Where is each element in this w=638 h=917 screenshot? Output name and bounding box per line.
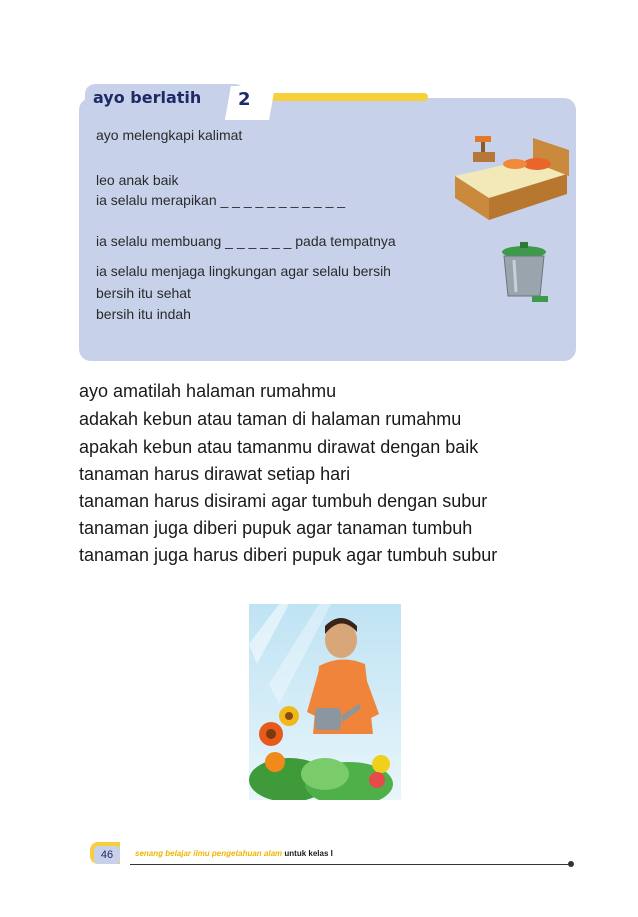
body-line: apakah kebun atau tamanmu dirawat dengan baik bbox=[79, 437, 479, 457]
leaf-cluster bbox=[301, 758, 349, 790]
footer-title-text: senang belajar ilmu pengetahuan alam bbox=[135, 849, 283, 858]
flower-center bbox=[285, 712, 293, 720]
trash-lid-handle bbox=[520, 242, 528, 248]
exercise-line: ia selalu merapikan _ _ _ _ _ _ _ _ _ _ _ bbox=[96, 192, 346, 208]
exercise-line: ia selalu membuang _ _ _ _ _ _ pada tempatnya bbox=[96, 233, 396, 249]
footer-rule-end-dot bbox=[568, 861, 574, 867]
watering-plants-illustration bbox=[249, 604, 401, 800]
exercise-line: bersih itu indah bbox=[96, 306, 191, 322]
lamp-shade bbox=[475, 136, 491, 142]
exercise-line: ia selalu menjaga lingkungan agar selalu bersih bbox=[96, 263, 391, 279]
footer-rule bbox=[130, 864, 570, 865]
footer-title-suffix: untuk kelas I bbox=[282, 849, 333, 858]
flower bbox=[265, 752, 285, 772]
trash-can-illustration bbox=[494, 242, 558, 306]
body-line: tanaman harus disirami agar tumbuh dengan subur bbox=[79, 491, 488, 511]
trash-body bbox=[504, 256, 544, 296]
nightstand bbox=[473, 152, 495, 162]
footer-book-title bbox=[135, 849, 333, 858]
exercise-tab-title: ayo berlatih bbox=[93, 88, 202, 107]
body-line: tanaman harus dirawat setiap hari bbox=[79, 464, 351, 484]
trash-highlight bbox=[514, 260, 516, 292]
pillow bbox=[523, 158, 551, 170]
watering-can bbox=[315, 708, 341, 730]
body-line: tanaman juga harus diberi pupuk agar tumbuh subur bbox=[79, 545, 498, 565]
exercise-line: leo anak baik bbox=[96, 172, 179, 188]
exercise-line: bersih itu sehat bbox=[96, 285, 191, 301]
flower-center bbox=[266, 729, 276, 739]
bed-illustration bbox=[445, 128, 573, 224]
pillow bbox=[503, 159, 527, 169]
body-line: adakah kebun atau taman di halaman rumahmu bbox=[79, 409, 462, 429]
flower bbox=[369, 772, 385, 788]
trash-pedal bbox=[532, 296, 548, 302]
tab-accent-bar bbox=[268, 93, 428, 101]
body-line: ayo amatilah halaman rumahmu bbox=[79, 381, 337, 401]
page-number: 46 bbox=[94, 846, 120, 864]
flower bbox=[372, 755, 390, 773]
exercise-instruction: ayo melengkapi kalimat bbox=[96, 127, 243, 143]
exercise-number: 2 bbox=[238, 89, 251, 110]
body-line: tanaman juga diberi pupuk agar tanaman tumbuh bbox=[79, 518, 473, 538]
